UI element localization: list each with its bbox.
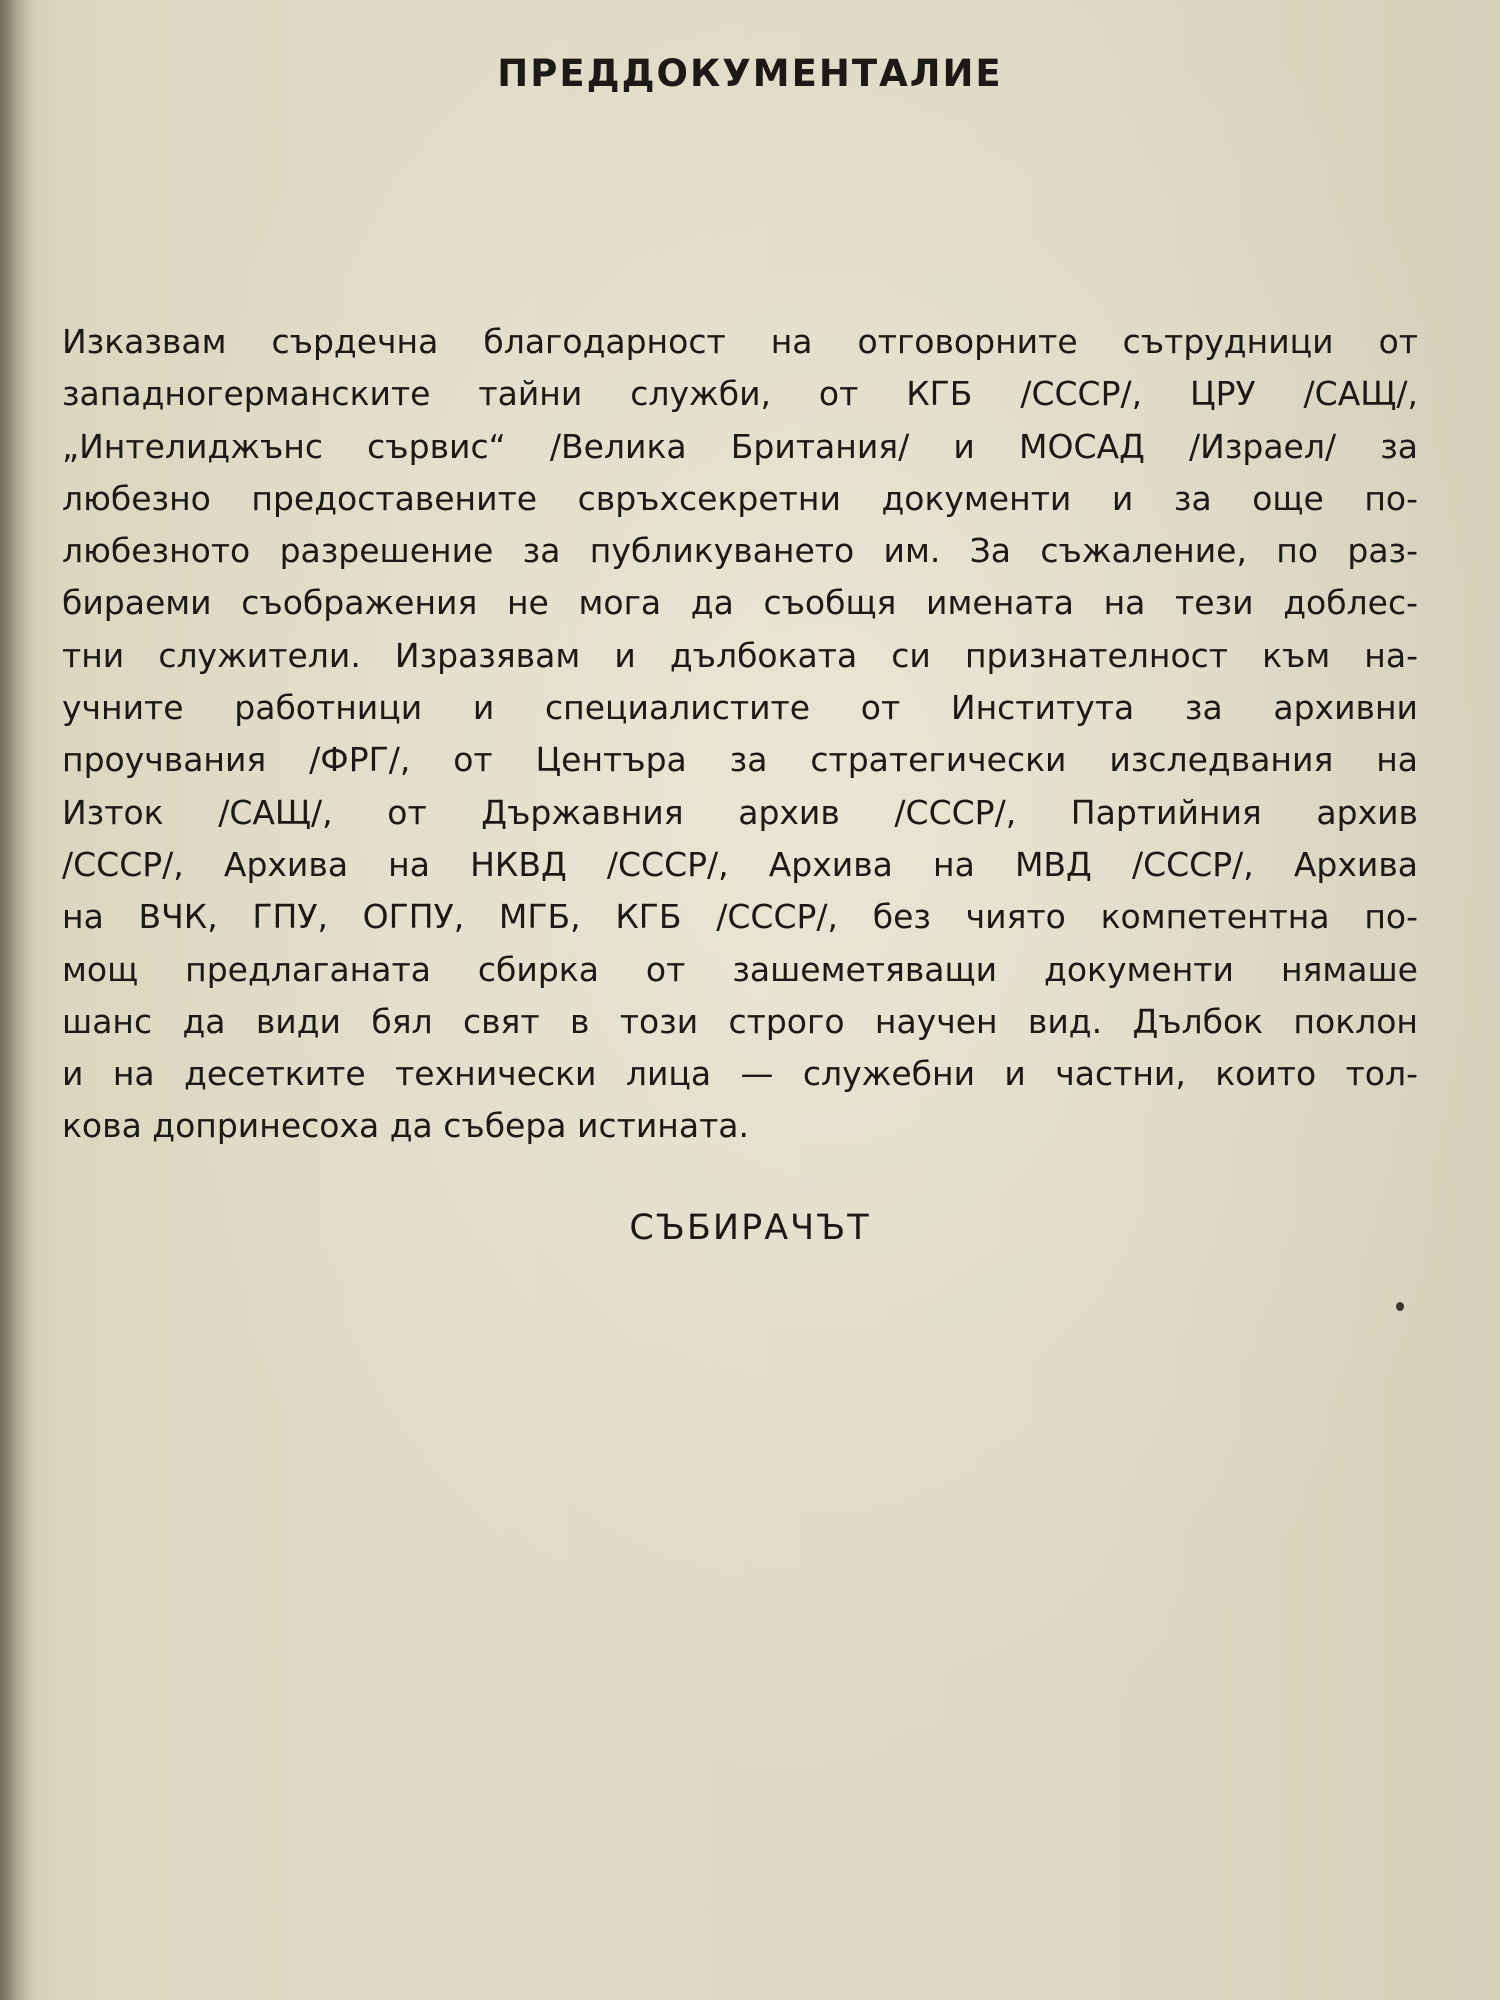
ink-speck: [1396, 1302, 1404, 1311]
paragraph-line: Изказвам сърдечна благодарност на отговорните сътрудници от: [62, 322, 1418, 361]
paragraph-line: кова допринесоха да събера истината.: [62, 1106, 750, 1146]
paragraph-line: проучвания /ФРГ/, от Центъра за стратегически изследвания на: [62, 740, 1418, 780]
page-title: ПРЕДДОКУМЕНТАЛИЕ: [497, 52, 1003, 95]
paragraph-line: /СССР/, Архива на НКВД /СССР/, Архива на МВД /СССР/, Архива: [62, 844, 1418, 884]
paragraph-line: бираеми съображения не мога да съобщя имената на тези доблес-: [62, 583, 1418, 623]
paragraph-line: и на десетките технически лица — служебни и частни, които тол-: [62, 1054, 1418, 1094]
paragraph-line: мощ предлаганата сбирка от зашеметяващи документи нямаше: [62, 949, 1418, 989]
paragraph-line: любезното разрешение за публикуването им. За съжаление, по раз-: [62, 531, 1418, 571]
paragraph-line: западногерманските тайни служби, от КГБ /СССР/, ЦРУ /САЩ/,: [62, 374, 1418, 414]
signature: СЪБИРАЧЪТ: [629, 1208, 871, 1248]
acknowledgement-paragraph: [62, 316, 1418, 1153]
paragraph-line: на ВЧК, ГПУ, ОГПУ, МГБ, КГБ /СССР/, без чиято компетентна по-: [62, 897, 1418, 937]
paragraph-line: тни служители. Изразявам и дълбоката си признателност към на-: [62, 635, 1418, 675]
paragraph-line: „Интелиджънс сървис“ /Велика Британия/ и МОСАД /Израел/ за: [62, 426, 1418, 466]
paragraph-line: любезно предоставените свръхсекретни документи и за още по-: [62, 478, 1418, 518]
paragraph-line: Изток /САЩ/, от Държавния архив /СССР/, Партийния архив: [62, 792, 1418, 832]
paragraph-line: учните работници и специалистите от Института за архивни: [62, 688, 1418, 728]
spine-shadow: [0, 0, 34, 2000]
paragraph-line: шанс да види бял свят в този строго научен вид. Дълбок поклон: [62, 1001, 1418, 1041]
